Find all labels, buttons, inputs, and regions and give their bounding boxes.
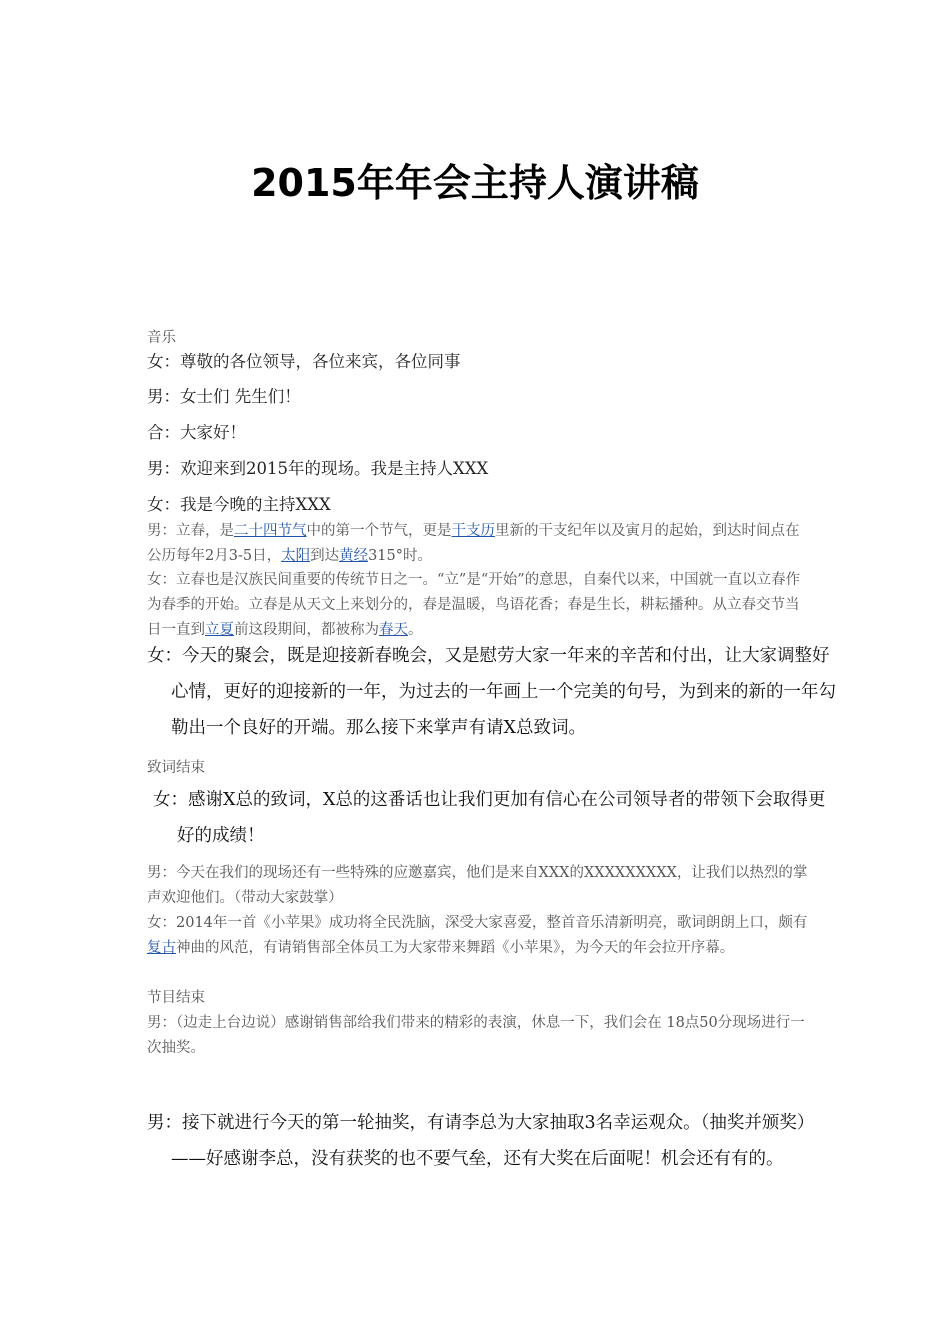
paragraph-welcome: 男：欢迎来到2015年的现场。我是主持人XXX	[147, 459, 489, 478]
paragraph-greeting-female: 女：尊敬的各位领导，各位来宾，各位同事	[147, 352, 461, 371]
paragraph-first-lottery: 男：接下就进行今天的第一轮抽奖，有请李总为大家抽取3名幸运观众。（抽奖并颁奖） ——好感谢李总，没有获奖的也不要气垒，还有大奖在后面呢！机会还有有的。	[147, 1113, 876, 1169]
paragraph-show-end: 节目结束	[147, 990, 205, 1006]
paragraph-speech-end: 致词结束	[147, 760, 205, 776]
paragraph-little-apple: 女：2014年一首《小苹果》成功将全民洗脑，深受大家喜爱，整首音乐清新明亮，歌词朗朗上口，颇有复古神曲的风范，有请销售部全体员工为大家带来舞蹈《小苹果》，为今天的年会拉开序幕。	[147, 915, 808, 956]
paragraph-music: 音乐	[147, 330, 176, 346]
link-ganzhi-calendar[interactable]: 干支历	[451, 523, 495, 539]
paragraph-thanks-speech: 女：感谢X总的致词，X总的这番话也让我们更加有信心在公司领导者的带领下会取得更好的成绩！	[153, 790, 826, 846]
link-ecliptic-longitude[interactable]: 黄经	[339, 548, 369, 564]
paragraph-lichun: 男：立春，是二十四节气中的第一个节气，更是干支历里新的干支纪年以及寅月的起始，到达时间点在公历每年2月3-5日，太阳到达黄经315°时。	[147, 523, 800, 564]
link-retro[interactable]: 复古	[147, 940, 176, 956]
link-sun[interactable]: 太阳	[281, 548, 311, 564]
document-title: 2015年年会主持人演讲稿	[251, 161, 699, 205]
paragraph-gathering: 女：今天的聚会，既是迎接新春晚会，又是慰劳大家一年来的辛苦和付出，让大家调整好心情，更好的迎接新的一年，为过去的一年画上一个完美的句号，为到来的新的一年勾勒出一个良好的开端。那么接下来掌声有请X总致词。	[147, 646, 836, 738]
paragraph-host-intro: 女：我是今晚的主持XXX	[147, 495, 331, 514]
link-lixia[interactable]: 立夏	[205, 622, 234, 638]
paragraph-greeting-together: 合：大家好！	[147, 423, 246, 442]
link-spring[interactable]: 春天	[379, 622, 408, 638]
link-solar-terms[interactable]: 二十四节气	[234, 523, 307, 539]
paragraph-lottery-announce: 男：（边走上台边说）感谢销售部给我们带来的精彩的表演，休息一下，我们会在 18点50分现场进行一次抽奖。	[147, 1015, 805, 1056]
paragraph-guests: 男：今天在我们的现场还有一些特殊的应邀嘉宾，他们是来自XXX的XXXXXXXXX，让我们以热烈的掌声欢迎他们。（带动大家鼓掌）	[147, 865, 808, 906]
paragraph-greeting-male: 男：女士们 先生们！	[147, 387, 301, 406]
paragraph-lichun-festival: 女：立春也是汉族民间重要的传统节日之一。“立”是“开始”的意思，自秦代以来，中国就一直以立春作为春季的开始。立春是从天文上来划分的，春是温暖，鸟语花香；春是生长，耕耘播种。从立春交节当日一直到立夏前这段期间，都被称为春天。	[147, 572, 801, 638]
